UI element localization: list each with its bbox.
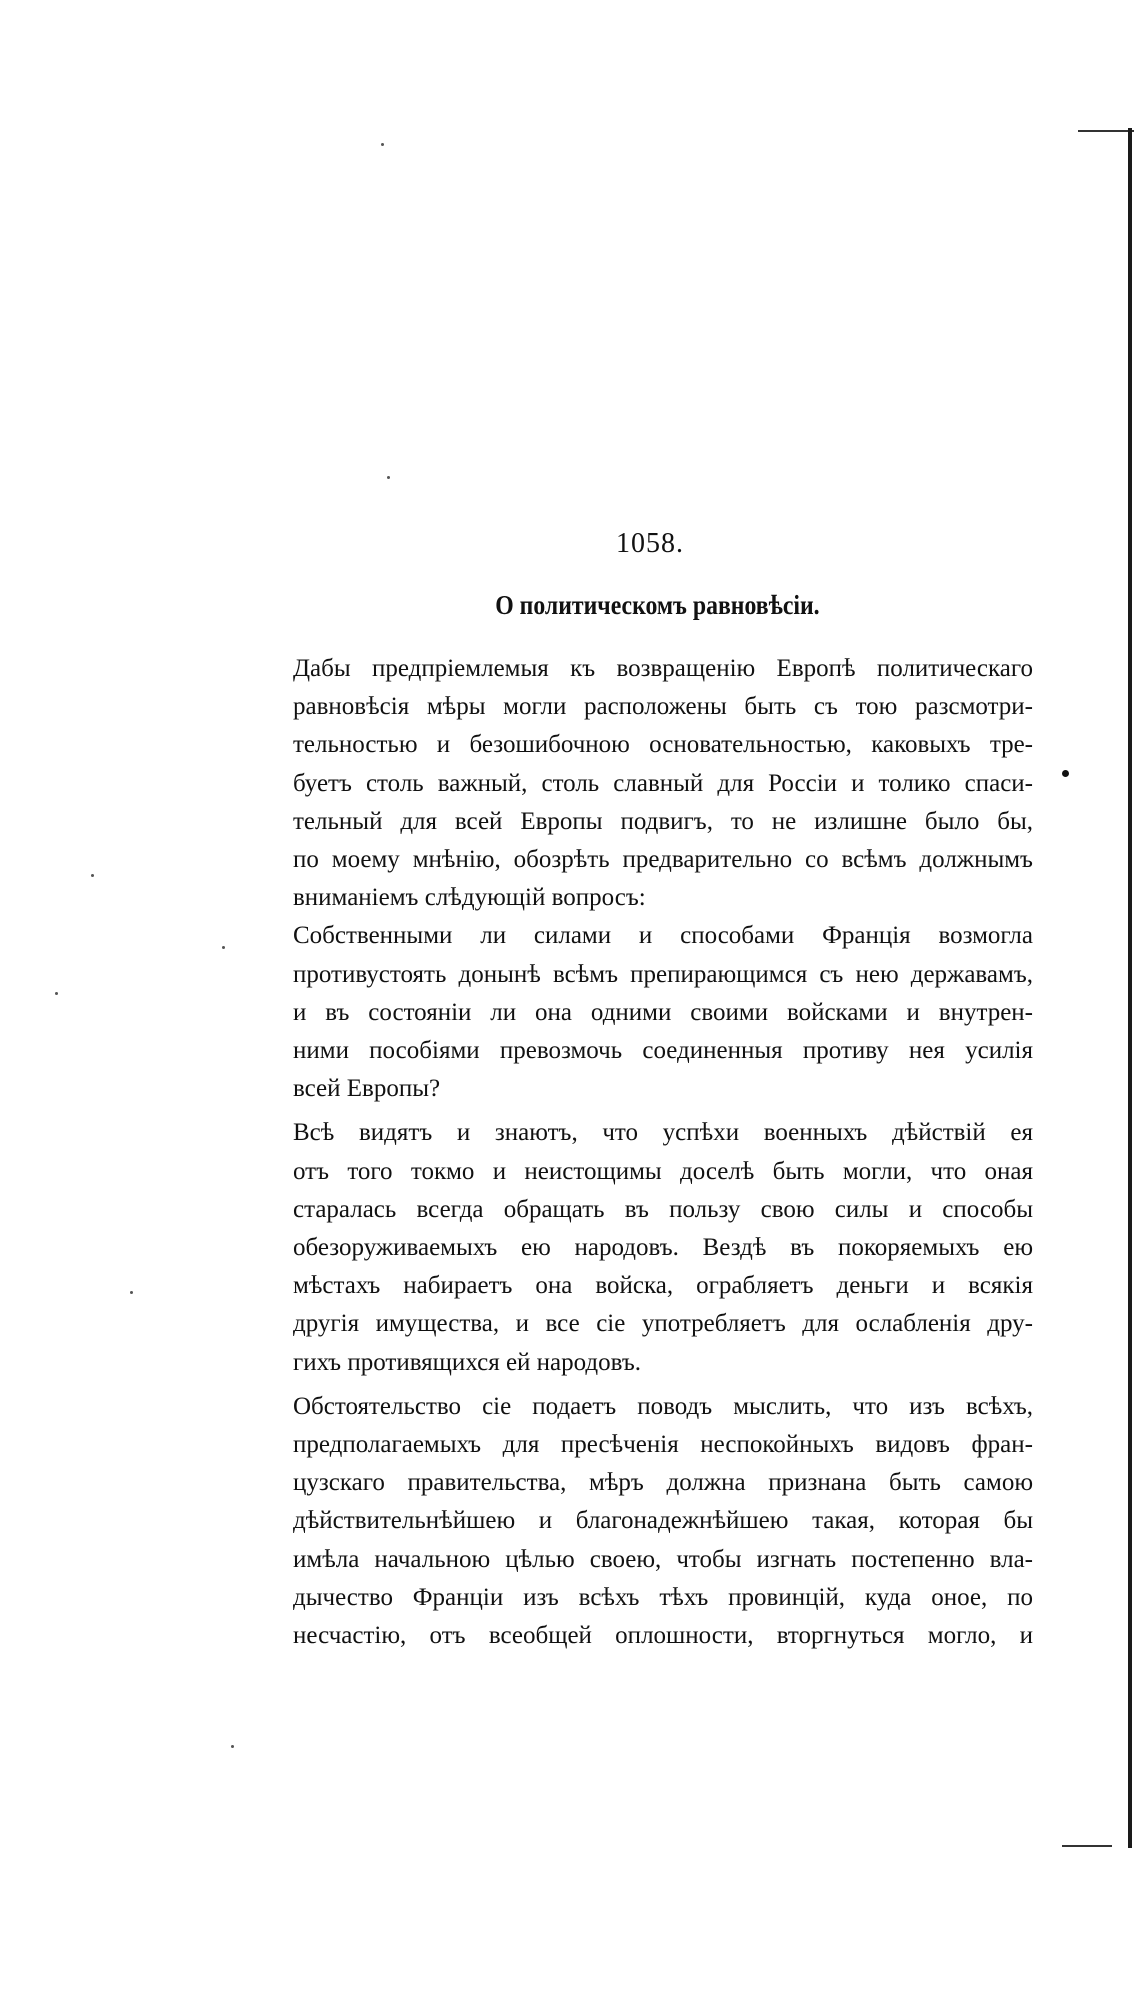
text-line: по моему мнѣнію, обозрѣть предварительно со всѣмъ должнымъ — [293, 846, 1033, 874]
text-line: предполагаемыхъ для пресѣченія неспокойныхъ видовъ фран- — [293, 1431, 1033, 1459]
scan-edge-mark — [1062, 1845, 1112, 1847]
text-line: вниманіемъ слѣдующій вопросъ: — [293, 884, 646, 912]
text-line: имѣла начальною цѣлью своею, чтобы изгнать постепенно вла- — [293, 1545, 1033, 1573]
text-line: тельностью и безошибочною основательностью, каковыхъ тре- — [293, 731, 1033, 759]
text-line: гихъ противящихся ей народовъ. — [293, 1348, 641, 1376]
text-line: тельный для всей Европы подвигъ, то не излишне было бы, — [293, 807, 1033, 835]
text-line: ними пособіями превозмочь соединенныя противу нея усилія — [293, 1037, 1033, 1065]
paragraph — [243, 1114, 1033, 1381]
scan-edge-mark — [1078, 130, 1134, 132]
text-line: буетъ столь важный, столь славный для Россіи и толико спаси- — [293, 769, 1033, 797]
scan-binding-edge — [1128, 128, 1132, 1848]
text-line: другія имущества, и все сіе употребляетъ для ослабленія дру- — [293, 1310, 1033, 1338]
scan-speck — [91, 874, 94, 877]
text-line: противустоять донынѣ всѣмъ препирающимся съ нею державамъ, — [293, 960, 1033, 988]
text-line: равновѣсія мѣры могли расположены быть съ тою разсмотри- — [293, 693, 1033, 721]
paragraph — [243, 917, 1033, 1108]
text-line: мѣстахъ набираетъ она войска, ограбляетъ деньги и всякія — [293, 1272, 1033, 1300]
text-line: всей Европы? — [293, 1075, 441, 1103]
text-line: Дабы предпріемлемыя къ возвращенію Европѣ политическаго — [293, 655, 1033, 682]
text-line: несчастію, отъ всеобщей оплошности, вторгнуться могло, и — [293, 1622, 1033, 1650]
scan-speck — [130, 1291, 133, 1294]
scan-speck — [387, 476, 390, 479]
article-number: 1058. — [616, 528, 684, 559]
paragraph — [243, 650, 1033, 917]
text-line: Обстоятельство сіе подаетъ поводъ мыслить, что изъ всѣхъ, — [293, 1392, 1033, 1420]
text-line: и въ состояніи ли она одними своими войсками и внутрен- — [293, 998, 1033, 1026]
scan-speck — [1062, 770, 1069, 777]
article-title: О политическомъ равновѣсіи. — [495, 590, 820, 620]
text-line: обезоруживаемыхъ ею народовъ. Вездѣ въ покоряемыхъ ею — [293, 1234, 1033, 1262]
text-line: старалась всегда обращать въ пользу свою силы и способы — [293, 1195, 1033, 1223]
text-line: дѣйствительнѣйшею и благонадежнѣйшею такая, которая бы — [293, 1507, 1033, 1535]
scan-speck — [231, 1745, 234, 1748]
text-line: Всѣ видятъ и знаютъ, что успѣхи военныхъ дѣйствій ея — [293, 1119, 1033, 1147]
page-margin-top — [0, 0, 1140, 135]
text-line: цузскаго правительства, мѣръ должна признана быть самою — [293, 1469, 1033, 1497]
scan-speck — [222, 946, 225, 949]
paragraph — [243, 1388, 1033, 1655]
text-line: отъ того токмо и неистощимы доселѣ быть могли, что оная — [293, 1157, 1033, 1185]
article-body — [243, 650, 1033, 1655]
text-line: дычество Франціи изъ всѣхъ тѣхъ провинцій, куда оное, по — [293, 1583, 1033, 1611]
scan-speck — [381, 143, 384, 146]
scan-speck — [55, 992, 58, 995]
text-line: Собственными ли силами и способами Франція возмогла — [293, 922, 1033, 950]
